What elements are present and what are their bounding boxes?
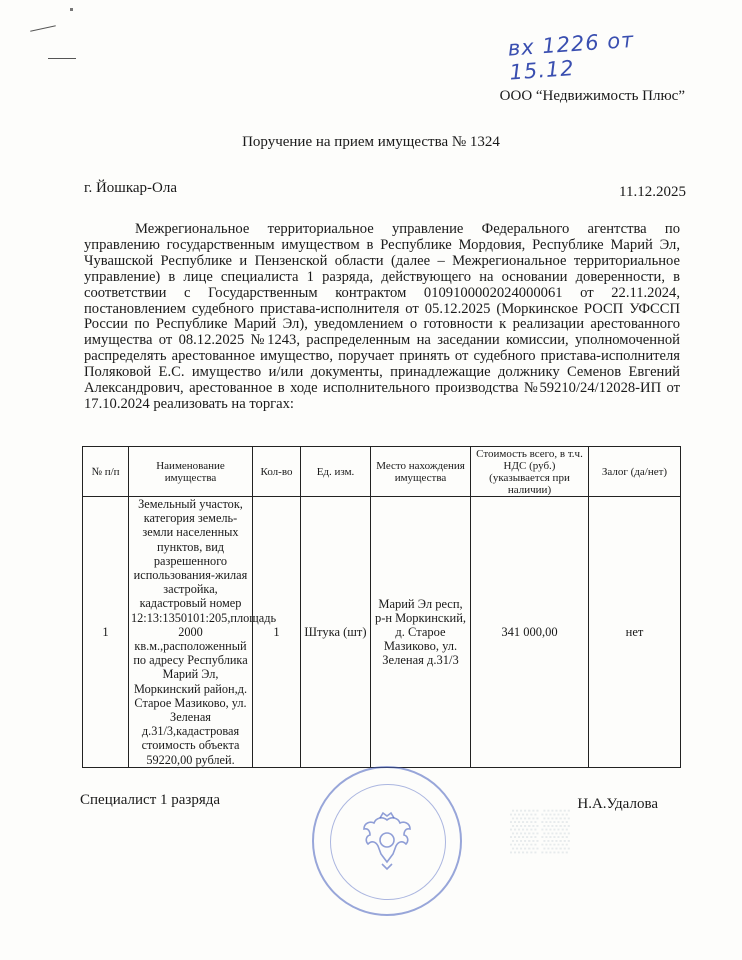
property-location: Марий Эл респ, р-н Моркинский, д. Старое Мазиково, ул. Зеленая д.31/3 [371,497,471,768]
property-cost: 341 000,00 [471,497,589,768]
property-pledge: нет [589,497,681,768]
property-table [82,446,681,768]
order-body-paragraph: Межрегиональное территориальное управление Федерального агентства по управлению государственным имуществом в Республике Мордовия, Республике Марий Эл, Чувашской Республике и Пензенской области (далее – Межрегиональное территориальное управление) в лице специалиста 1 разряда, действующего на основании доверенности, в соответствии с Государственным контрактом 0109100002024000061 от 22.11.2024, постановлением судебного пристава-исполнителя от 05.12.2025 (Моркинское РОСП УФССП России по Республике Марий Эл), уведомлением о готовности к реализации арестованного имущества от 08.12.2025 №1243, распределенным на заседании комиссии, уполномоченной распределять арестованное имущество, поручает принять от судебного пристава-исполнителя Поляковой Е.С. имущество и/или документы, принадлежащие должнику Семенов Евгений Александрович, арестованное в ходе исполнительного производства №59210/24/12028-ИП от 17.10.2024 реализовать на торгах: [84,221,680,412]
document-date: 11.12.2025 [619,184,686,200]
signer-name: Н.А.Удалова [577,796,658,812]
scan-mark [48,58,76,59]
col-header-number: № п/п [83,447,129,497]
col-header-pledge: Залог (да/нет) [589,447,681,497]
col-header-name: Наименование имущества [129,447,253,497]
property-description: Земельный участок, категория земель-земли населенных пунктов, вид разрешенного использования-жилая застройка, кадастровый номер 12:13:1350101:205,площадь 2000 кв.м.,расположенный по адресу Республика Марий Эл, Моркинский район,д. Старое Мазиково, ул. Зеленая д.31/3,кадастровая стоимость объекта 59220,00 рублей. [129,497,253,768]
property-quantity: 1 [253,497,301,768]
double-headed-eagle-emblem-icon [352,806,422,876]
document-title: Поручение на прием имущества № 1324 [242,134,500,150]
official-seal [312,766,462,916]
handwritten-registration-note: вх 1226 от 15.12 [507,27,636,85]
property-unit: Штука (шт) [301,497,371,768]
signer-position: Специалист 1 разряда [80,792,221,808]
document-city: г. Йошкар-Ола [84,180,178,196]
col-header-unit: Ед. изм. [301,447,371,497]
bleed-through-mark: ▒▒ [510,808,573,852]
col-header-cost: Стоимость всего, в т.ч. НДС (руб.) (указывается при наличии) [471,447,589,497]
col-header-location: Место нахождения имущества [371,447,471,497]
recipient-organization: ООО “Недвижимость Плюс” [499,88,685,104]
table-header-row [83,447,681,497]
scan-mark [30,25,56,31]
table-row [83,497,681,768]
row-number: 1 [83,497,129,768]
col-header-quantity: Кол-во [253,447,301,497]
scan-mark [70,8,73,11]
